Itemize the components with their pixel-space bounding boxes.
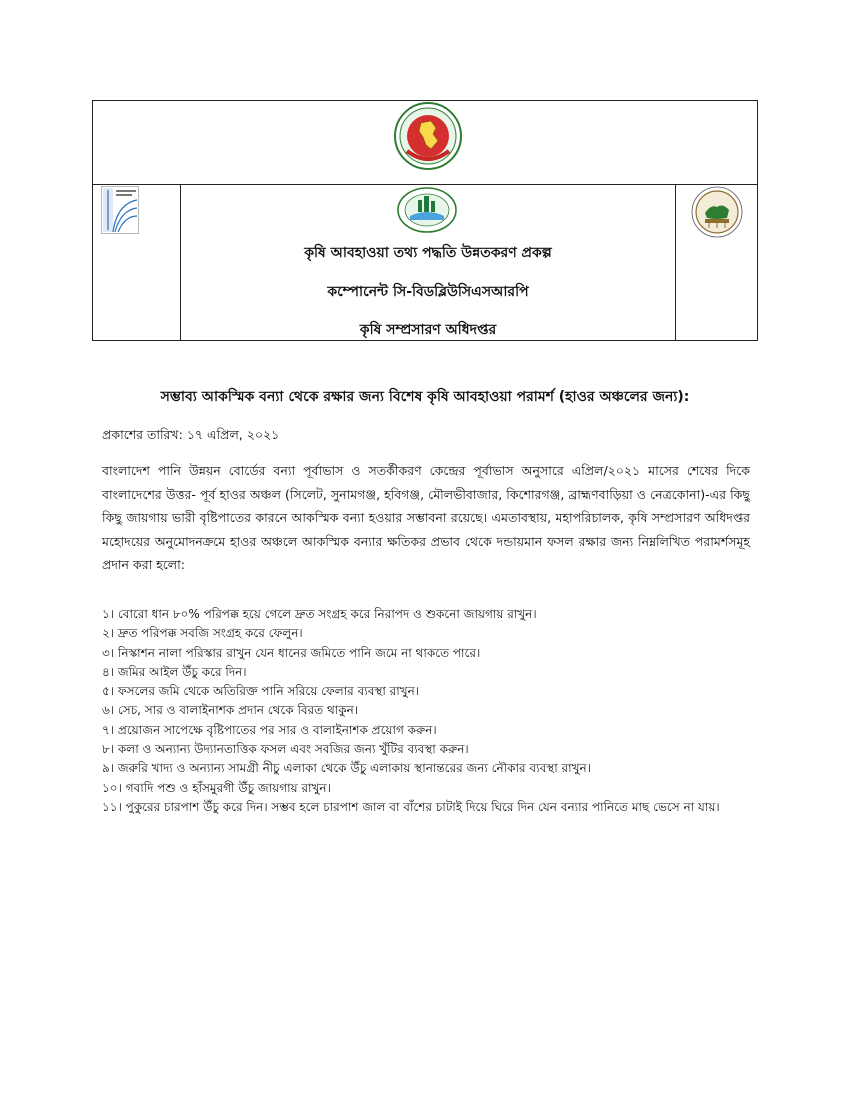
list-item: ৪। জমির আইল উঁচু করে দিন। xyxy=(102,664,247,679)
list-item: ১০। গবাদি পশু ও হাঁসমুরগী উঁচু জায়গায় রাখুন। xyxy=(102,780,331,795)
advisory-title: সম্ভাব্য আকস্মিক বন্যা থেকে রক্ষার জন্য বিশেষ কৃষি আবহাওয়া পরামর্শ (হাওর অঞ্চলের জন্য): xyxy=(160,389,690,405)
bangladesh-government-seal-icon xyxy=(393,101,463,171)
list-item: ৬। সেচ, সার ও বালাইনাশক প্রদান থেকে বিরত থাকুন। xyxy=(102,703,359,718)
list-item: ১। বোরো ধান ৮০% পরিপক্ক হয়ে গেলে দ্রুত সংগ্রহ করে নিরাপদ ও শুকনো জায়গায় রাখুন। xyxy=(102,607,537,621)
left-logo-cell xyxy=(93,184,181,340)
advice-list xyxy=(102,605,752,817)
header-bottom-row xyxy=(93,184,757,340)
header-top-row xyxy=(93,101,757,185)
list-item: ৮। কলা ও অন্যান্য উদ্যানতাত্তিক ফসল এবং সবজির জন্য খুঁটির ব্যবস্থা করুন। xyxy=(102,742,469,757)
department-name-line: কৃষি সম্প্রসারণ অধিদপ্তর xyxy=(359,322,497,338)
list-item: ২। দ্রুত পরিপক্ক সবজি সংগ্রহ করে ফেলুন। xyxy=(102,626,303,641)
list-item: ১১। পুকুরের চারপাশ উঁচু করে দিন। সম্ভব হলে চারপাশ জাল বা বাঁশের চাটাই দিয়ে ঘিরে দিন যেন বন্যার পানিতে মাছ ভেসে না যায়। xyxy=(102,799,720,814)
right-logo-cell xyxy=(675,184,757,340)
project-logo-icon xyxy=(396,186,458,234)
project-name-line: কৃষি আবহাওয়া তথ্য পদ্ধতি উন্নতকরণ প্রকল্প xyxy=(304,245,552,261)
list-item: ৭। প্রয়োজন সাপেক্ষে বৃষ্টিপাতের পর সার ও বালাইনাশক প্রয়োগ করুন। xyxy=(102,722,437,737)
project-title-cell xyxy=(181,184,675,340)
component-name-line: কম্পোনেন্ট সি-বিডব্লিউসিএসআরপি xyxy=(327,284,529,300)
list-item: ৫। ফসলের জমি থেকে অতিরিক্ত পানি সরিয়ে ফেলার ব্যবস্থা রাখুন। xyxy=(102,684,420,699)
weather-station-logo-icon xyxy=(101,186,139,234)
list-item: ৩। নিস্কাশন নালা পরিস্কার রাখুন যেন ধানের জমিতে পানি জমে না থাকতে পারে। xyxy=(102,645,481,660)
list-item: ৯। জরুরি খাদ্য ও অন্যান্য সামগ্রী নীচু এলাকা থেকে উঁচু এলাকায় স্থানান্তরের জন্য নৌকার ব্যবস্থা রাখুন। xyxy=(102,761,591,776)
header-table xyxy=(92,100,758,341)
publish-date: প্রকাশের তারিখ: ১৭ এপ্রিল, ২০২১ xyxy=(102,427,280,442)
intro-paragraph: বাংলাদেশ পানি উন্নয়ন বোর্ডের বন্যা পূর্বাভাস ও সতর্কীকরণ কেন্দ্রের পূর্বাভাস অনুসারে এপ্রিল/২০২১ মাসের শেষের দিকে বাংলাদেশের উত্তর- পূর্ব হাওর অঞ্চল (সিলেট, সুনামগঞ্জ, হবিগঞ্জ, মৌলভীবাজার, কিশোরগঞ্জ, ব্রাহ্মণবাড়িয়া ও নেত্রকোনা)-এর কিছু কিছু জায়গায় ভারী বৃষ্টিপাতের কারনে আকস্মিক বন্যা হওয়ার সম্ভাবনা রয়েছে। এমতাবস্থায়, মহাপরিচালক, কৃষি সম্প্রসারণ অধিদপ্তর মহোদয়ের অনুমোদনক্রমে হাওর অঞ্চলে আকস্মিক বন্যার ক্ষতিকর প্রভাব থেকে দন্ডায়মান ফসল রক্ষার জন্য নিম্নলিখিত পরামর্শসমূহ প্রদান করা হলো: xyxy=(102,463,750,572)
department-seal-icon xyxy=(691,186,743,238)
